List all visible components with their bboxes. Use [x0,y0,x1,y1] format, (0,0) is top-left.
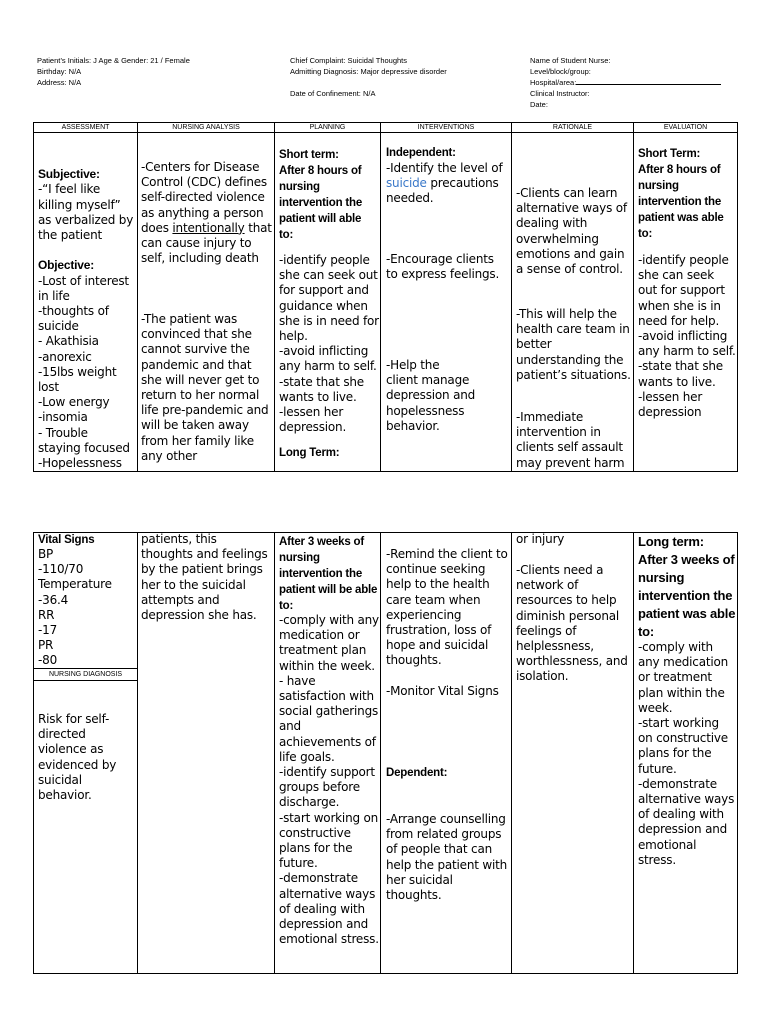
divider [511,532,512,974]
rationale-1: -Clients can learn alternative ways of dealing with overwhelming emotions and gain a sense of control. [516,186,627,277]
planning-items: -identify people she can seek out for support and guidance when she is in need for help. -avoid inflicting any harm to self. -state that she wants to live. -lessen her depression. [279,253,379,435]
analysis-continued: patients, this thoughts and feelings by the patient brings her to the suicidal attempts and depression she has. [141,532,268,623]
divider [633,132,634,472]
analysis-cell [141,160,272,266]
vital-signs-label: Vital Signs [38,534,95,546]
divider [274,532,275,974]
rationale-2: -This will help the health care team in better understanding the patient’s situations. [516,307,631,382]
complaint-info [290,55,447,99]
divider [137,532,138,974]
admitting-diagnosis: Admitting Diagnosis: Major depressive disorder [290,67,447,76]
planning-short-term: Short term: After 8 hours of nursing intervention the patient will able to: [279,149,363,241]
col-header-evaluation: EVALUATION [633,122,738,133]
objective-text: -Lost of interest in life -thoughts of suicide - Akathisia -anorexic -15lbs weight lost -Low energy -insomia - Trouble staying focused -Hopelessness [38,273,130,471]
clinical-instructor: Clinical Instructor: [530,89,590,98]
nursing-diagnosis-label: NURSING DIAGNOSIS [48,671,123,678]
hospital-area: Hospital/area: [530,78,577,87]
subjective-label: Subjective: [38,167,100,182]
divider [274,132,275,472]
student-nurse: Name of Student Nurse: [530,56,611,65]
divider [380,532,381,974]
col-header-assessment: ASSESSMENT [33,122,138,133]
intervention-2: -Encourage clients to express feelings. [386,252,500,282]
rationale-3: -Immediate intervention in clients self assault may prevent harm [516,410,625,470]
analysis-p1a: -Centers for Disease Control (CDC) defines self-directed violence as anything a person does [141,160,267,235]
patient-initials: Patient’s Initials: J Age & Gender: 21 / Female [37,56,190,65]
nursing-diagnosis: Risk for self-directed violence as evidenced by suicidal behavior. [38,712,117,803]
divider [380,132,381,472]
intervention-1-b: precautions needed. [386,176,499,206]
suicide-link[interactable]: suicide [386,176,427,191]
analysis-underlined: intentionally [172,220,245,235]
objective-label: Objective: [38,258,95,273]
patient-info [37,55,190,88]
date-of-confinement: Date of Confinement: N/A [290,89,376,98]
col-header-rationale: RATIONALE [511,122,634,133]
independent-label: Independent: [386,147,456,159]
intervention-6: -Arrange counselling from related groups of people that can help the patient with her suicidal thoughts. [386,812,508,903]
chief-complaint: Chief Complaint: Suicidal Thoughts [290,56,408,65]
intervention-5: -Monitor Vital Signs [386,684,499,698]
planning-long-term-heading: After 3 weeks of nursing intervention the patient will be able to: [279,536,378,612]
subjective-text: -“I feel like killing myself” as verbalized by the patient [38,182,134,243]
evaluation-long-term-items: -comply with any medication or treatment plan within the week. -start working on constructive plans for the future. -demonstrate alternative ways of dealing with depression and emotional stress. [638,640,735,867]
analysis-p2: -The patient was convinced that she cannot survive the pandemic and that she will never get to return to her normal life pre-pandemic and will be taken away from her family like any other [141,312,269,463]
col-header-planning: PLANNING [274,122,381,133]
col-header-interventions: INTERVENTIONS [380,122,512,133]
evaluation-long-term: Long term: After 3 weeks of nursing intervention the patient was able to: [638,534,736,639]
date: Date: [530,100,548,109]
divider [33,680,137,681]
col-header-nursing-analysis: NURSING ANALYSIS [137,122,275,133]
birthday: Birthday: N/A [37,67,82,76]
planning-long-term: Long Term: [279,447,340,459]
divider [511,132,512,472]
level-block-group: Level/block/group: [530,67,591,76]
dependent-label: Dependent: [386,767,448,779]
intervention-1 [386,161,509,207]
divider [633,532,634,974]
rationale-3-continued: or injury [516,532,565,546]
analysis-p1b: that can cause injury to self, including death [141,220,272,266]
divider [137,132,138,472]
intervention-4: -Remind the client to continue seeking help to the health care team when experiencing frustration, loss of hope and suicidal thoughts. [386,547,508,668]
intervention-1-a: -Identify the level of [386,161,503,175]
hospital-underline [576,77,721,85]
intervention-3: -Help the client manage depression and hopelessness behavior. [386,358,476,433]
rationale-4: -Clients need a network of resources to help diminish personal feelings of helplessness, worthlessness, and isolation. [516,563,628,684]
planning-long-term-items: -comply with any medication or treatment plan within the week. - have satisfaction with social gatherings and achievements of life goals. -identify support groups before discharge. -start working on constructive plans for the future. -demonstrate alternative ways of dealing with depression and emotional stress. [279,613,379,947]
student-info [530,55,721,110]
evaluation-short-term: Short Term: After 8 hours of nursing intervention the patient was able to: [638,148,724,240]
evaluation-items: -identify people she can seek out for support when she is in need for help. -avoid inflicting any harm to self. -state that she wants to live. -lessen her depression [638,253,736,420]
vital-signs: BP -110/70 Temperature -36.4 RR -17 PR -80 [38,547,112,668]
address: Address: N/A [37,78,82,87]
assessment-cell [38,152,134,471]
